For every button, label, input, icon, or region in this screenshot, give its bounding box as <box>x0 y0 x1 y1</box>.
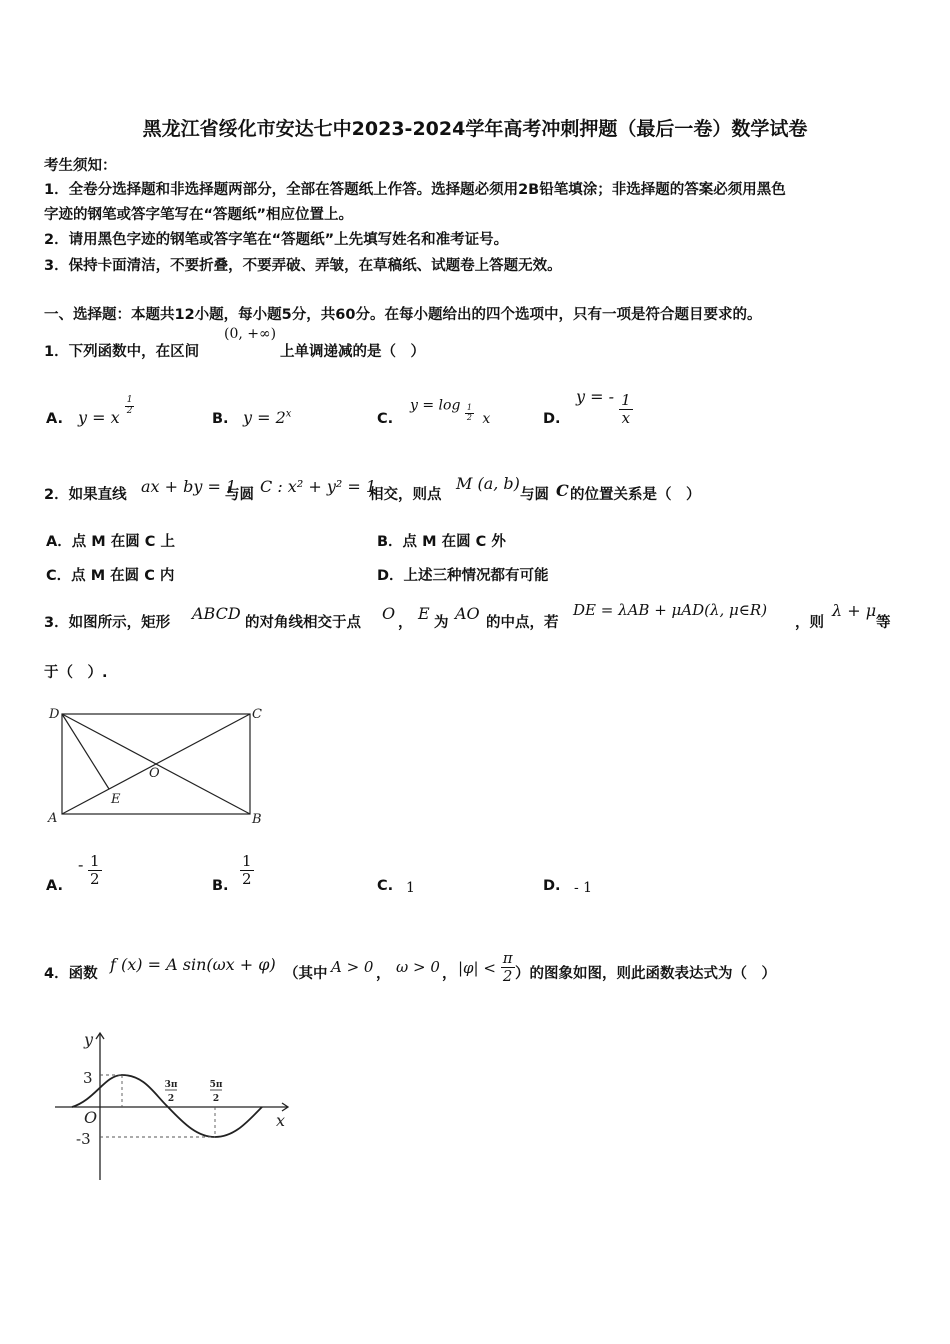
q2-stem-b: 与圆 <box>225 487 254 503</box>
label-c: C <box>252 707 262 722</box>
label-o: O <box>149 766 160 781</box>
q1-option-d: y = - $\frac{1}{x}$ <box>576 386 631 427</box>
notice-line-1a: 1．全卷分选择题和非选择题两部分，全部在答题纸上作答。选择题必须用2B铅笔填涂；非选择题的答案必须用黑色 <box>44 182 786 198</box>
label-a: A <box>48 811 58 826</box>
q1-interval: (0, +∞) <box>224 326 277 342</box>
q4-condition-omega: ω > 0 <box>396 958 440 976</box>
q3-rect: ABCD <box>192 604 241 623</box>
tick-3pi2-den: 2 <box>167 1094 175 1104</box>
q3-stem-b: 的对角线相交于点 <box>245 615 361 631</box>
notice-line-3: 3．保持卡面清洁，不要折叠，不要弄破、弄皱，在草稿纸、试题卷上答题无效。 <box>44 258 562 274</box>
q4-stem-a: 4．函数 <box>44 966 98 982</box>
q1-option-a-label: A. <box>46 411 63 427</box>
q3-stem-g: 于（ ）. <box>44 665 108 681</box>
page-title: 黑龙江省绥化市安达七中2023-2024学年高考冲刺押题（最后一卷）数学试卷 <box>142 118 808 140</box>
q3-option-c-label: C. <box>377 878 394 894</box>
notice-line-2: 2．请用黑色字迹的钢笔或答字笔在“答题纸”上先填写姓名和准考证号。 <box>44 232 509 248</box>
label-e: E <box>111 792 121 807</box>
section-heading: 一、选择题：本题共12小题，每小题5分，共60分。在每小题给出的四个选项中，只有一项是符合题目要求的。 <box>44 307 762 323</box>
q1-option-b: $y = 2^x$ <box>243 408 292 427</box>
q2-circle-c: C <box>556 481 569 500</box>
q3-stem-e: ，则 <box>795 615 824 631</box>
q3-equation: DE = λAB + μAD(λ, μ∈R) <box>573 601 768 619</box>
q2-option-a: A．点 M 在圆 C 上 <box>46 534 175 550</box>
y-min-label: -3 <box>76 1130 91 1148</box>
q2-stem-c: 相交，则点 <box>369 487 442 503</box>
label-b: B <box>252 812 262 827</box>
q4-condition-phi: |φ| < $\frac{\pi}{2}$ <box>458 949 513 985</box>
tick-3pi2-num: 3π <box>164 1080 178 1090</box>
q3-stem-c: 为 <box>434 615 449 631</box>
q3-option-a: - $\frac{1}{2}$ <box>78 852 100 888</box>
q3-stem-f: 等 <box>876 615 891 631</box>
q2-option-b: B．点 M 在圆 C 外 <box>377 534 506 550</box>
q2-point: M (a, b) <box>456 474 520 493</box>
q3-option-d-label: D. <box>543 878 561 894</box>
q1-option-c-label: C. <box>377 411 394 427</box>
q2-line-equation: ax + by = 1 <box>141 477 237 496</box>
q3-option-c: 1 <box>406 880 415 896</box>
q3-point-e: E <box>418 604 430 623</box>
q4-function: f (x) = A sin(ωx + φ) <box>110 955 276 974</box>
q4-condition-a: A > 0 <box>331 958 374 976</box>
q1-stem-a: 1．下列函数中，在区间 <box>44 344 200 360</box>
notice-heading: 考生须知： <box>44 158 117 174</box>
q1-option-b-label: B. <box>212 411 229 427</box>
tick-5pi2-num: 5π <box>209 1080 223 1090</box>
x-axis-label: x <box>276 1111 286 1130</box>
q2-stem-d: 与圆 <box>520 487 549 503</box>
origin-label: O <box>84 1108 98 1127</box>
segment-de <box>62 714 109 789</box>
q1-option-d-label: D. <box>543 411 561 427</box>
q3-stem-d: 的中点，若 <box>486 615 559 631</box>
y-axis-label: y <box>84 1030 94 1049</box>
q4-sep-2: ， <box>442 966 457 982</box>
label-d: D <box>49 707 60 722</box>
q4-sine-graph <box>50 1025 300 1190</box>
q3-option-d: - 1 <box>574 880 593 896</box>
q3-option-b-label: B. <box>212 878 229 894</box>
q3-sum: λ + μ <box>832 601 877 620</box>
q4-sep-1: ， <box>376 966 391 982</box>
q1-option-c: y = log $\frac{1}{2}$ x <box>410 397 491 428</box>
q2-circle-equation: C : x² + y² = 1 <box>260 477 377 496</box>
q3-stem-a: 3．如图所示，矩形 <box>44 615 171 631</box>
q1-option-a: y = x $\frac{1}{2}$ <box>78 395 133 427</box>
q2-option-d: D．上述三种情况都有可能 <box>377 568 549 584</box>
q4-stem-c: ）的图象如图，则此函数表达式为（ ） <box>515 966 776 982</box>
q2-option-c: C．点 M 在圆 C 内 <box>46 568 175 584</box>
q2-stem-a: 2．如果直线 <box>44 487 127 503</box>
q3-rectangle-figure <box>44 700 274 830</box>
q2-stem-e: 的位置关系是（ ） <box>570 487 701 503</box>
notice-line-1b: 字迹的钢笔或答字笔写在“答题纸”相应位置上。 <box>44 207 354 223</box>
q3-point-o: O <box>382 604 396 623</box>
y-max-label: 3 <box>83 1069 93 1087</box>
q3-segment-ao: AO <box>455 604 480 623</box>
q3-option-b: $\frac{1}{2}$ <box>242 852 252 888</box>
q3-sep: ， <box>398 615 413 631</box>
tick-5pi2-den: 2 <box>212 1094 220 1104</box>
q1-stem-b: 上单调递减的是（ ） <box>280 344 425 360</box>
q3-option-a-label: A. <box>46 878 63 894</box>
q4-stem-b: （其中 <box>284 966 328 982</box>
